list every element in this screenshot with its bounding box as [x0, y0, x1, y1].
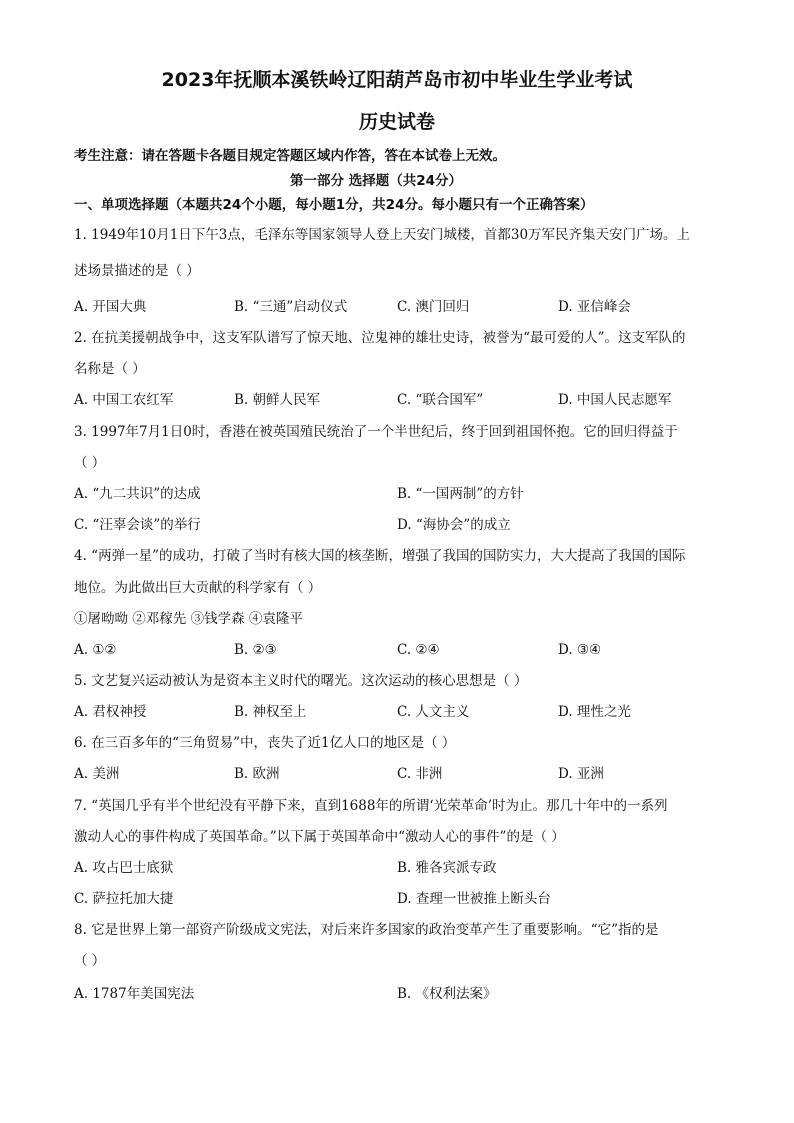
question-8-line-2: （ ）: [74, 953, 106, 969]
question-2-line-2: 名称是（ ）: [74, 361, 146, 377]
question-6-line-1: 6. 在三百多年的“三角贸易”中，丧失了近1亿人口的地区是（ ）: [74, 735, 456, 751]
question-2-option-a: A. 中国工农红军: [74, 392, 174, 408]
question-6-option-c: C. 非洲: [397, 766, 443, 782]
question-4-line-1: 4. “两弹一星”的成功，打破了当时有核大国的核垄断，增强了我国的国防实力，大大提高了我国的国际: [74, 548, 686, 564]
question-5-option-b: B. 神权至上: [234, 704, 307, 720]
question-7-option-d: D. 查理一世被推上断头台: [397, 891, 551, 907]
question-6-option-b: B. 欧洲: [234, 766, 280, 782]
question-2-option-c: C. “联合国军”: [397, 392, 484, 408]
question-4-option-d: D. ③④: [558, 642, 602, 658]
question-6-option-a: A. 美洲: [74, 766, 120, 782]
question-5-option-c: C. 人文主义: [397, 704, 470, 720]
question-3-line-2: （ ）: [74, 455, 106, 471]
question-5-option-d: D. 理性之光: [558, 704, 631, 720]
question-1-option-c: C. 澳门回归: [397, 299, 470, 315]
question-3-option-b: B. “一国两制”的方针: [397, 486, 524, 502]
question-4-choices: ①屠呦呦 ②邓稼先 ③钱学森 ④袁隆平: [74, 611, 303, 627]
question-8-option-a: A. 1787年美国宪法: [74, 986, 195, 1002]
question-7-line-1: 7. “英国几乎有半个世纪没有平静下来，直到1688年的所谓‘光荣革命’时为止。那几十年中的一系列: [74, 798, 668, 814]
question-7-option-a: A. 攻占巴士底狱: [74, 860, 174, 876]
question-7-option-b: B. 雅各宾派专政: [397, 860, 497, 876]
question-2-option-d: D. 中国人民志愿军: [558, 392, 672, 408]
question-2-option-b: B. 朝鲜人民军: [234, 392, 321, 408]
question-1-option-d: D. 亚信峰会: [558, 299, 631, 315]
question-5-line-1: 5. 文艺复兴运动被认为是资本主义时代的曙光。这次运动的核心思想是（ ）: [74, 673, 528, 689]
exam-title: 2023年抚顺本溪铁岭辽阳葫芦岛市初中毕业生学业考试: [161, 69, 633, 91]
question-1-line-1: 1. 1949年10月1日下午3点，毛泽东等国家领导人登上天安门城楼，首都30万军民齐集天安门广场。上: [74, 227, 691, 243]
question-4-option-a: A. ①②: [74, 642, 117, 658]
question-4-option-c: C. ②④: [397, 642, 440, 658]
part-heading: 第一部分 选择题（共24分）: [290, 173, 462, 189]
question-2-line-1: 2. 在抗美援朝战争中，这支军队谱写了惊天地、泣鬼神的雄壮史诗，被誉为“最可爱的人”。这支军队的: [74, 330, 686, 346]
question-4-line-2: 地位。为此做出巨大贡献的科学家有（ ）: [74, 580, 322, 596]
question-3-line-1: 3. 1997年7月1日0时，香港在被英国殖民统治了一个半世纪后，终于回到祖国怀抱。它的回归得益于: [74, 424, 678, 440]
question-7-option-c: C. 萨拉托加大捷: [74, 891, 174, 907]
question-8-line-1: 8. 它是世界上第一部资产阶级成文宪法，对后来许多国家的政治变革产生了重要影响。“它”指的是: [74, 922, 659, 938]
question-8-option-b: B. 《权利法案》: [397, 986, 497, 1002]
question-6-option-d: D. 亚洲: [558, 766, 604, 782]
question-3-option-d: D. “海协会”的成立: [397, 517, 511, 533]
question-5-option-a: A. 君权神授: [74, 704, 147, 720]
question-3-option-a: A. “九二共识”的达成: [74, 486, 201, 502]
question-3-option-c: C. “汪辜会谈”的举行: [74, 517, 201, 533]
question-4-option-b: B. ②③: [234, 642, 277, 658]
question-1-option-b: B. “三通”启动仪式: [234, 299, 348, 315]
section-heading: 一、单项选择题（本题共24个小题，每小题1分，共24分。每小题只有一个正确答案）: [74, 197, 594, 213]
question-1-option-a: A. 开国大典: [74, 299, 147, 315]
question-1-line-2: 述场景描述的是（ ）: [74, 263, 200, 279]
question-7-line-2: 激动人心的事件构成了英国革命。”以下属于英国革命中“激动人心的事件”的是（ ）: [74, 829, 565, 845]
exam-subtitle: 历史试卷: [358, 111, 435, 133]
exam-notice: 考生注意：请在答题卡各题目规定答题区域内作答，答在本试卷上无效。: [74, 148, 506, 164]
